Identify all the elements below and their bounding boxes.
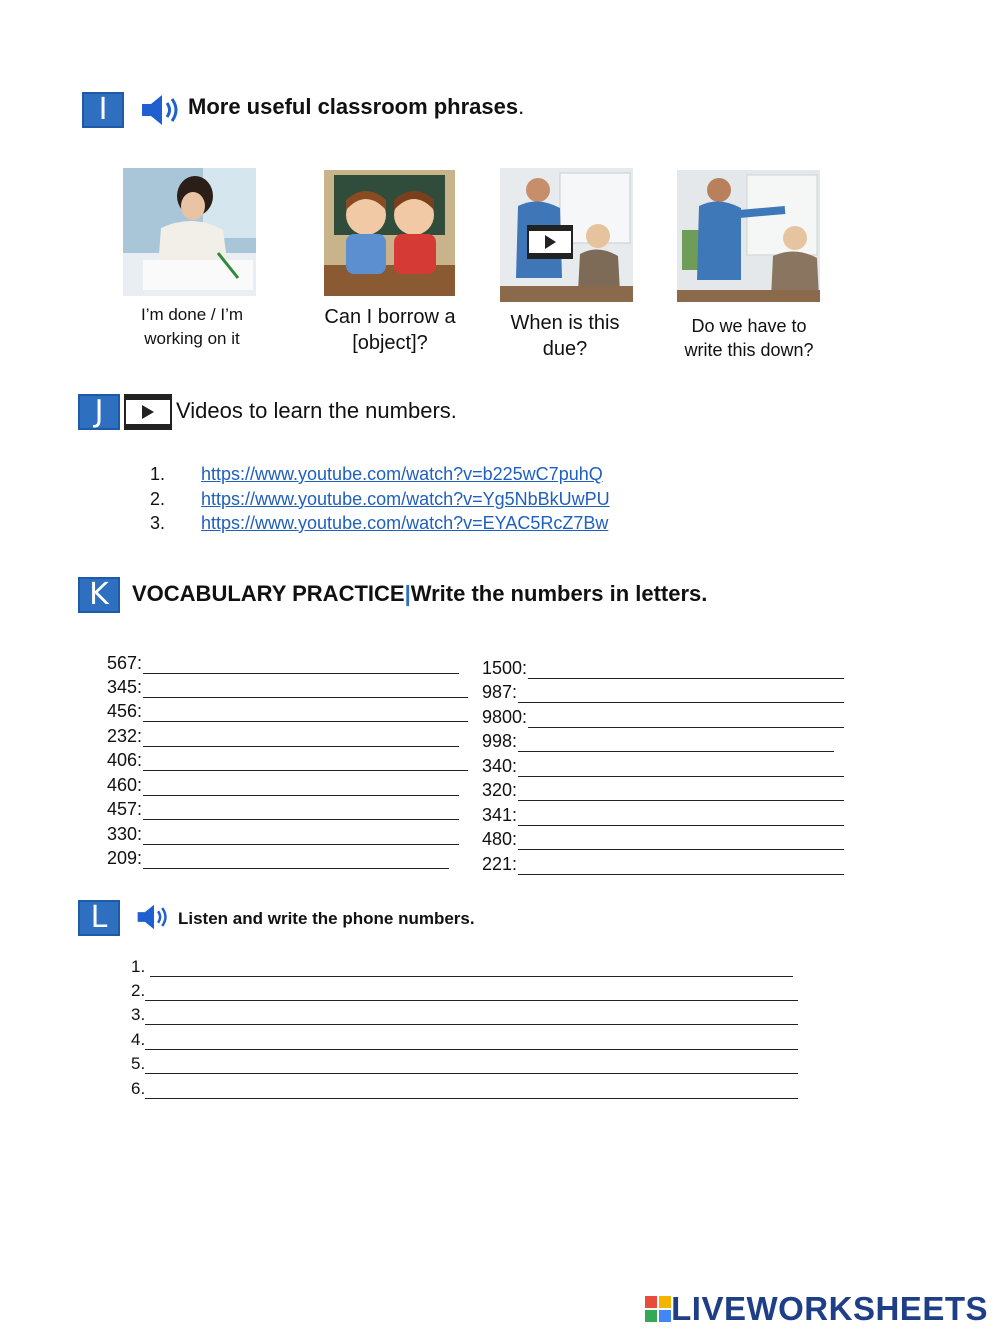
link-1-number: 1. [150,464,166,484]
answer-line[interactable] [143,657,459,674]
section-k-title [132,581,707,607]
vocab-right-7-label: 341: [482,805,518,825]
vocab-left-1-label: 567: [107,653,143,673]
caption-1-line1: I’m done / I’m [140,305,244,324]
vocab-right-4[interactable] [482,730,834,752]
answer-line[interactable] [518,858,844,875]
vocab-left-6-label: 460: [107,775,143,795]
caption-3-line2: due? [542,338,588,360]
link-2[interactable]: https://www.youtube.com/watch?v=Yg5NbBkUwPU [201,488,610,509]
vocab-right-2[interactable] [482,681,844,703]
vocab-left-2-label: 345: [107,677,143,697]
link-row-1 [150,462,610,487]
answer-line[interactable] [518,833,844,850]
vocab-right-8[interactable] [482,828,844,850]
phone-row-6[interactable] [131,1077,798,1099]
link-2-number: 2. [150,488,166,509]
vocab-left-7[interactable] [107,798,459,820]
phone-row-5-label: 5. [131,1054,146,1073]
answer-line[interactable] [143,779,459,796]
speaker-icon[interactable] [136,902,172,932]
phone-row-3[interactable] [131,1003,798,1025]
vocab-right-8-label: 480: [482,829,518,849]
vocab-right-6-label: 320: [482,780,518,800]
link-3-number: 3. [150,513,166,533]
answer-line[interactable] [518,809,844,826]
answer-line[interactable] [143,754,468,771]
link-row-3 [150,511,610,536]
caption-4 [660,314,838,362]
caption-4-line2: write this down? [684,340,814,360]
caption-2 [300,304,480,356]
phone-row-2-label: 2. [131,981,146,1000]
section-j-title: Videos to learn the numbers. [176,398,457,423]
answer-line[interactable] [518,784,844,801]
section-j-badge: J [78,394,120,430]
caption-1-line2: working on it [144,329,240,348]
answer-line[interactable] [145,1008,798,1025]
vocab-left-3-label: 456: [107,701,143,721]
vocab-left-9[interactable] [107,847,449,869]
answer-line[interactable] [518,686,844,703]
answer-line[interactable] [150,960,793,977]
vocab-left-5-label: 406: [107,750,143,770]
caption-3 [480,310,650,362]
logo-text: LIVEWORKSHEETS [671,1290,988,1327]
answer-line[interactable] [518,735,834,752]
vocab-left-2[interactable] [107,676,468,698]
section-i-badge: I [82,92,124,128]
section-k-separator: | [404,581,411,606]
vocab-right-7[interactable] [482,804,844,826]
video-links-list [150,462,610,536]
section-k-badge: K [78,577,120,613]
video-icon[interactable] [124,394,172,430]
vocab-right-9[interactable] [482,853,844,875]
vocab-right-5[interactable] [482,755,844,777]
vocab-left-4[interactable] [107,725,459,747]
section-l-title: Listen and write the phone numbers. [178,909,475,928]
vocab-left-7-label: 457: [107,799,143,819]
section-k-title-part1: VOCABULARY PRACTICE [132,581,405,606]
answer-line[interactable] [145,984,798,1001]
vocab-left-8-label: 330: [107,824,143,844]
phone-row-4[interactable] [131,1028,798,1050]
logo-icon [645,1296,671,1322]
link-1[interactable]: https://www.youtube.com/watch?v=b225wC7puhQ [201,464,603,484]
vocab-right-1[interactable] [482,657,844,679]
answer-line[interactable] [143,730,459,747]
vocab-left-8[interactable] [107,823,459,845]
vocab-right-3-label: 9800: [482,707,528,727]
phone-row-5[interactable] [131,1052,798,1074]
section-i-title-period: . [518,94,525,119]
answer-line[interactable] [528,662,844,679]
liveworksheets-logo[interactable] [645,1290,988,1328]
vocab-right-6[interactable] [482,779,844,801]
section-l-badge: L [78,900,120,936]
phone-row-1-label: 1. [131,957,150,976]
phone-row-3-label: 3. [131,1005,146,1024]
vocab-right-5-label: 340: [482,756,518,776]
answer-line[interactable] [145,1082,798,1099]
answer-line[interactable] [143,681,468,698]
photo-teacher-video [500,168,633,302]
answer-line[interactable] [145,1033,798,1050]
section-k-title-part2: Write the numbers in letters. [410,581,708,606]
vocab-left-5[interactable] [107,749,468,771]
phone-row-1[interactable] [131,955,793,977]
section-i-title [188,94,524,120]
caption-1 [112,303,272,351]
vocab-left-1[interactable] [107,652,459,674]
caption-2-line1: Can I borrow a [324,306,456,328]
answer-line[interactable] [143,828,459,845]
answer-line[interactable] [518,760,844,777]
vocab-left-6[interactable] [107,774,459,796]
vocab-right-9-label: 221: [482,854,518,874]
caption-3-line1: When is this [510,312,620,334]
link-3[interactable]: https://www.youtube.com/watch?v=EYAC5RcZ7Bw [201,513,609,533]
speaker-icon[interactable] [140,93,184,127]
phone-row-2[interactable] [131,979,798,1001]
answer-line[interactable] [528,711,844,728]
answer-line[interactable] [145,1057,798,1074]
answer-line[interactable] [143,852,449,869]
link-row-2 [150,487,610,512]
vocab-right-4-label: 998: [482,731,518,751]
vocab-right-1-label: 1500: [482,658,528,678]
vocab-right-3[interactable] [482,706,844,728]
vocab-left-4-label: 232: [107,726,143,746]
section-i-title-text: More useful classroom phrases [188,94,519,119]
vocab-left-3[interactable] [107,700,468,722]
caption-4-line1: Do we have to [691,316,807,336]
caption-2-line2: [object]? [352,332,428,354]
answer-line[interactable] [143,705,468,722]
photo-two-boys [324,170,455,296]
answer-line[interactable] [143,803,459,820]
phone-row-4-label: 4. [131,1030,146,1049]
vocab-right-2-label: 987: [482,682,518,702]
phone-row-6-label: 6. [131,1079,146,1098]
vocab-left-9-label: 209: [107,848,143,868]
photo-girl-writing [123,168,256,296]
photo-teacher-pointing [677,170,820,302]
